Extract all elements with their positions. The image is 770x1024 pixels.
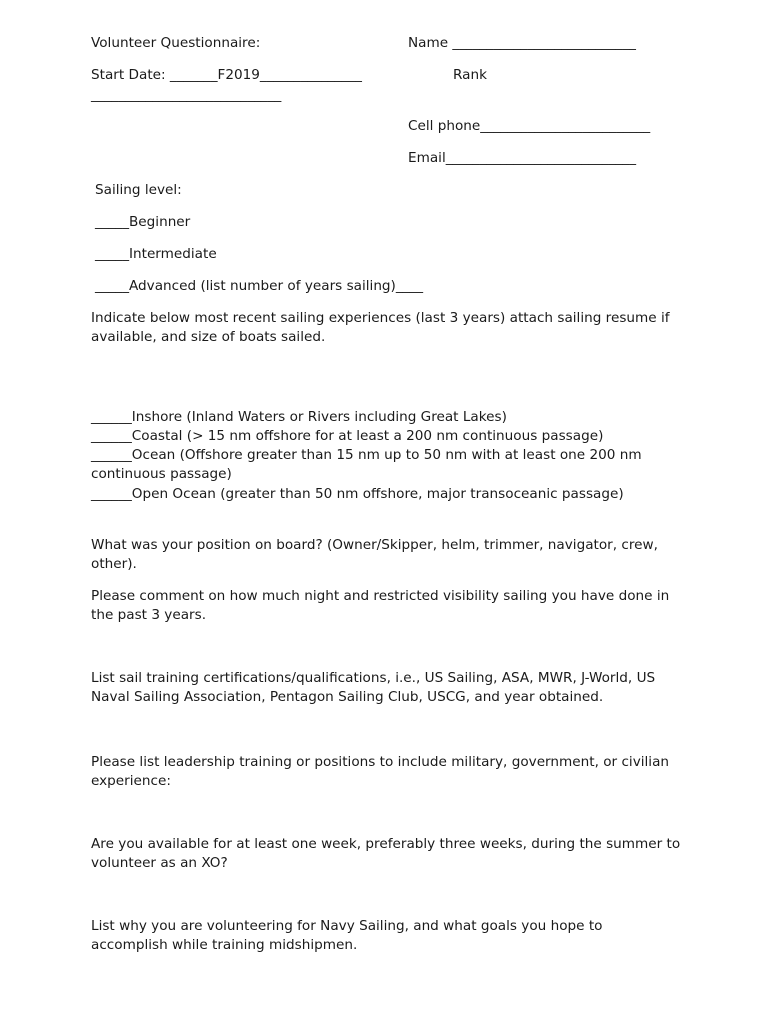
experience-ocean[interactable]: ______Ocean (Offshore greater than 15 nm up to 50 nm with at least one 200 nm continuous passage) [91, 447, 642, 482]
sailing-level-advanced[interactable]: _____Advanced (list number of years sailing)____ [95, 278, 424, 294]
cell-phone-field[interactable]: Cell phone_________________________ [408, 118, 651, 134]
experience-prompt: Indicate below most recent sailing experiences (last 3 years) attach sailing resume if available, and size of boats sailed. [91, 310, 670, 345]
form-title: Volunteer Questionnaire: [91, 35, 261, 51]
rank-underline[interactable]: ____________________________ [91, 87, 282, 103]
question-night-sailing: Please comment on how much night and restricted visibility sailing you have done in the past 3 years. [91, 588, 670, 623]
sailing-level-heading: Sailing level: [95, 182, 182, 198]
question-certifications: List sail training certifications/qualifications, i.e., US Sailing, ASA, MWR, J-World, US Naval Sailing Association, Pentagon Sailing Club, USCG, and year obtained. [91, 670, 656, 705]
sailing-level-intermediate[interactable]: _____Intermediate [95, 246, 217, 262]
rank-label: Rank [453, 67, 487, 83]
name-field[interactable]: Name ___________________________ [408, 35, 636, 51]
email-field[interactable]: Email____________________________ [408, 150, 637, 166]
question-availability: Are you available for at least one week, preferably three weeks, during the summer to volunteer as an XO? [91, 836, 681, 871]
experience-coastal[interactable]: ______Coastal (> 15 nm offshore for at least a 200 nm continuous passage) [91, 428, 604, 444]
question-leadership: Please list leadership training or positions to include military, government, or civilian experience: [91, 754, 670, 789]
question-position: What was your position on board? (Owner/Skipper, helm, trimmer, navigator, crew, other). [91, 537, 658, 572]
sailing-level-beginner[interactable]: _____Beginner [95, 214, 191, 230]
experience-inshore[interactable]: ______Inshore (Inland Waters or Rivers including Great Lakes) [91, 409, 507, 425]
question-motivation: List why you are volunteering for Navy Sailing, and what goals you hope to accomplish while training midshipmen. [91, 918, 603, 953]
start-date-field[interactable]: Start Date: _______F2019_______________ [91, 67, 362, 83]
experience-open-ocean[interactable]: ______Open Ocean (greater than 50 nm offshore, major transoceanic passage) [91, 486, 624, 502]
